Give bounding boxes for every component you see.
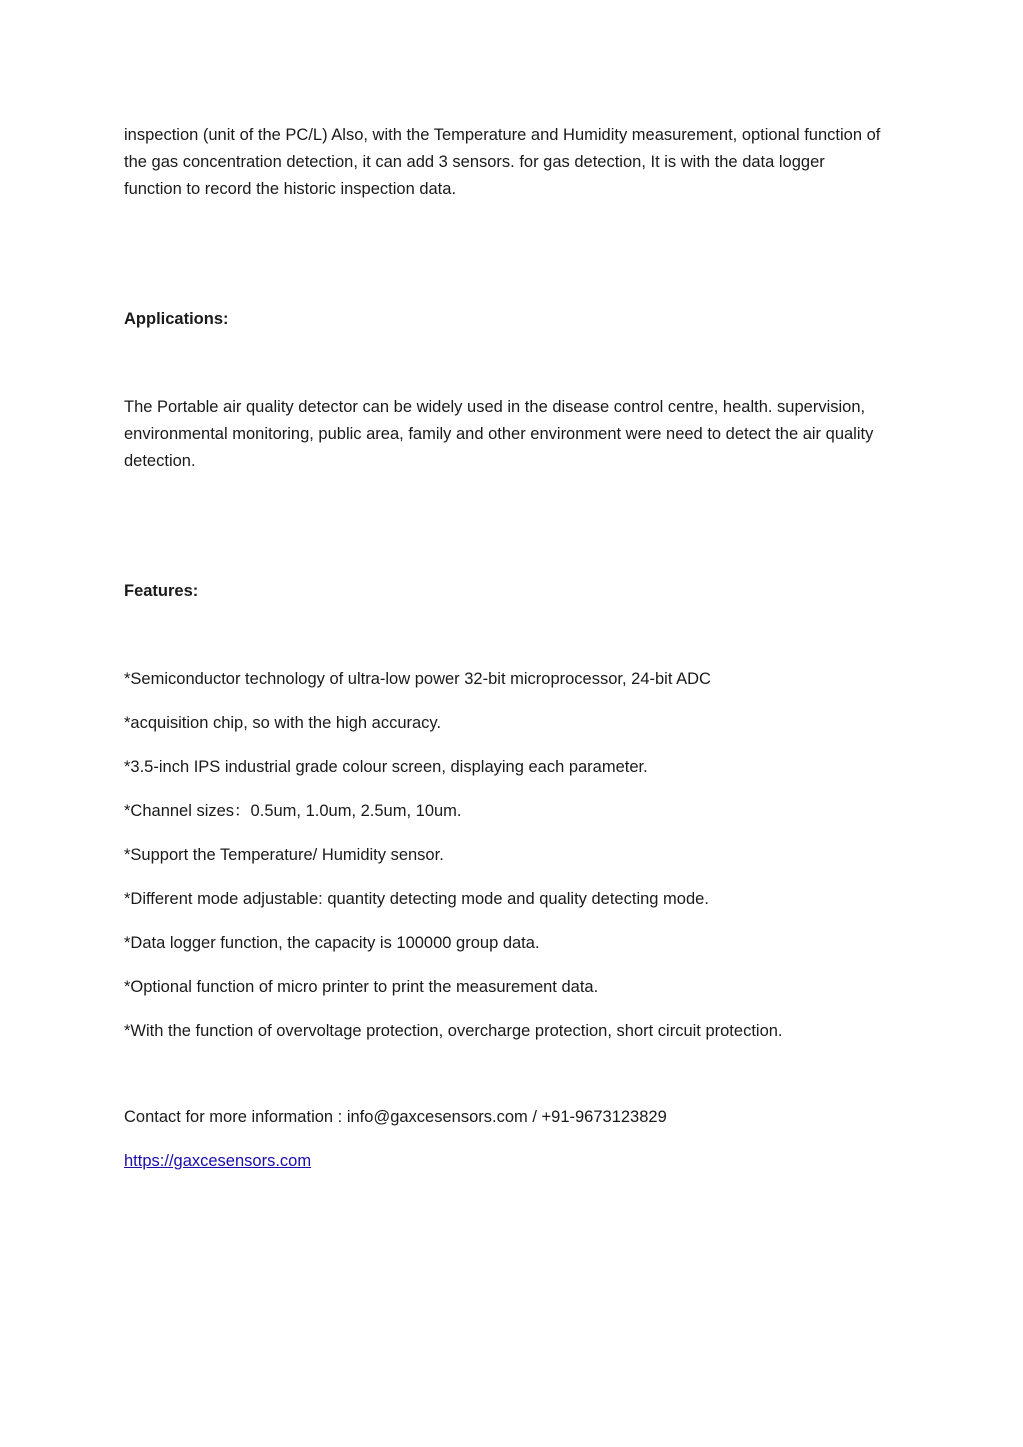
- features-heading: Features:: [124, 582, 199, 600]
- feature-item: *With the function of overvoltage protection, overcharge protection, short circuit protection.: [124, 1022, 783, 1040]
- contact-info: Contact for more information : info@gaxcesensors.com / +91-9673123829: [124, 1108, 667, 1126]
- applications-paragraph: The Portable air quality detector can be widely used in the disease control centre, health. supervision, environmental monitoring, public area, family and other environment were need to detect the air quality detection.: [124, 398, 874, 470]
- feature-item: *acquisition chip, so with the high accuracy.: [124, 714, 442, 732]
- website-link[interactable]: https://gaxcesensors.com: [124, 1152, 312, 1170]
- feature-item: *Channel sizes：0.5um, 1.0um, 2.5um, 10um.: [124, 802, 462, 820]
- feature-item: *Semiconductor technology of ultra-low power 32-bit microprocessor, 24-bit ADC: [124, 670, 711, 688]
- features-list: [124, 666, 904, 1062]
- feature-item: *Different mode adjustable: quantity detecting mode and quality detecting mode.: [124, 890, 709, 908]
- intro-paragraph: inspection (unit of the PC/L) Also, with the Temperature and Humidity measurement, optional function of the gas concentration detection, it can add 3 sensors. for gas detection, It is with the data logger function to record the historic inspection data.: [124, 126, 881, 198]
- feature-item: *3.5-inch IPS industrial grade colour screen, displaying each parameter.: [124, 758, 648, 776]
- applications-heading: Applications:: [124, 310, 229, 328]
- feature-item: *Data logger function, the capacity is 100000 group data.: [124, 934, 540, 952]
- feature-item: *Support the Temperature/ Humidity sensor.: [124, 846, 444, 864]
- feature-item: *Optional function of micro printer to print the measurement data.: [124, 978, 599, 996]
